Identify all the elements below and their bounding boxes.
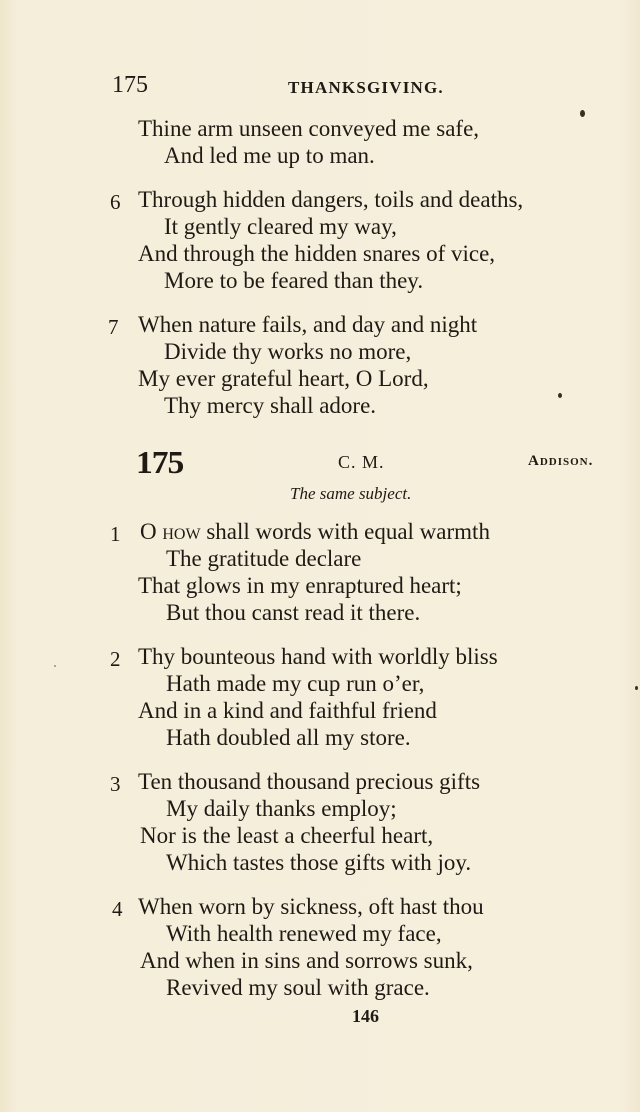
verse-line: When worn by sickness, oft hast thou [138, 894, 484, 919]
verse-first-words: O how [140, 519, 201, 544]
verse-line: It gently cleared my way, [164, 214, 397, 239]
verse-line: More to be feared than they. [164, 268, 424, 293]
verse-line: My ever grateful heart, O Lord, [138, 366, 429, 391]
verse-number: 3 [110, 772, 121, 796]
hymn-meter: C. M. [338, 452, 385, 472]
verse-line: Which tastes those gifts with joy. [166, 850, 472, 875]
ink-speck [558, 393, 562, 398]
ink-speck [635, 686, 638, 690]
verse-first-rest: shall words with equal warmth [200, 519, 490, 544]
verse-line: Through hidden dangers, toils and deaths, [138, 187, 524, 212]
hymn-number: 175 [136, 444, 184, 480]
page-number: 146 [352, 1006, 379, 1026]
verse-line: Thy mercy shall adore. [164, 393, 377, 418]
verse-line: The gratitude declare [166, 546, 362, 571]
verse-line: Hath doubled all my store. [166, 725, 411, 750]
verse-number: 4 [112, 897, 123, 921]
verse-line: And in a kind and faithful friend [138, 698, 437, 723]
verse-number: 7 [108, 315, 119, 339]
verse-line: But thou canst read it there. [166, 600, 421, 625]
verse-line: Thine arm unseen conveyed me safe, [138, 116, 480, 141]
verse-line: That glows in my enraptured heart; [138, 573, 462, 598]
hymn-tune: Addison. [528, 453, 594, 469]
verse-line: Hath made my cup run o’er, [166, 671, 425, 696]
verse-line: When nature fails, and day and night [138, 312, 478, 337]
running-title: THANKSGIVING. [288, 78, 444, 97]
verse-line: Divide thy works no more, [164, 339, 412, 364]
verse-line: Thy bounteous hand with worldly bliss [138, 644, 498, 669]
ink-speck [580, 110, 585, 117]
verse-line: Revived my soul with grace. [166, 975, 430, 1000]
verse-line: And through the hidden snares of vice, [138, 241, 496, 266]
verse-number: 6 [110, 190, 121, 214]
verse-line: And when in sins and sorrows sunk, [140, 948, 473, 973]
verse-line-first [140, 519, 490, 545]
verse-line: My daily thanks employ; [166, 796, 397, 821]
verse-line: Ten thousand thousand precious gifts [138, 769, 481, 794]
verse-line: With health renewed my face, [166, 921, 442, 946]
verse-line: And led me up to man. [164, 143, 375, 168]
verse-line: Nor is the least a cheerful heart, [140, 823, 434, 848]
running-hymn-number: 175 [112, 72, 148, 98]
verse-number: 1 [110, 522, 121, 546]
verse-number: 2 [110, 647, 121, 671]
hymn-subject: The same subject. [290, 484, 412, 503]
ink-speck [54, 665, 56, 667]
